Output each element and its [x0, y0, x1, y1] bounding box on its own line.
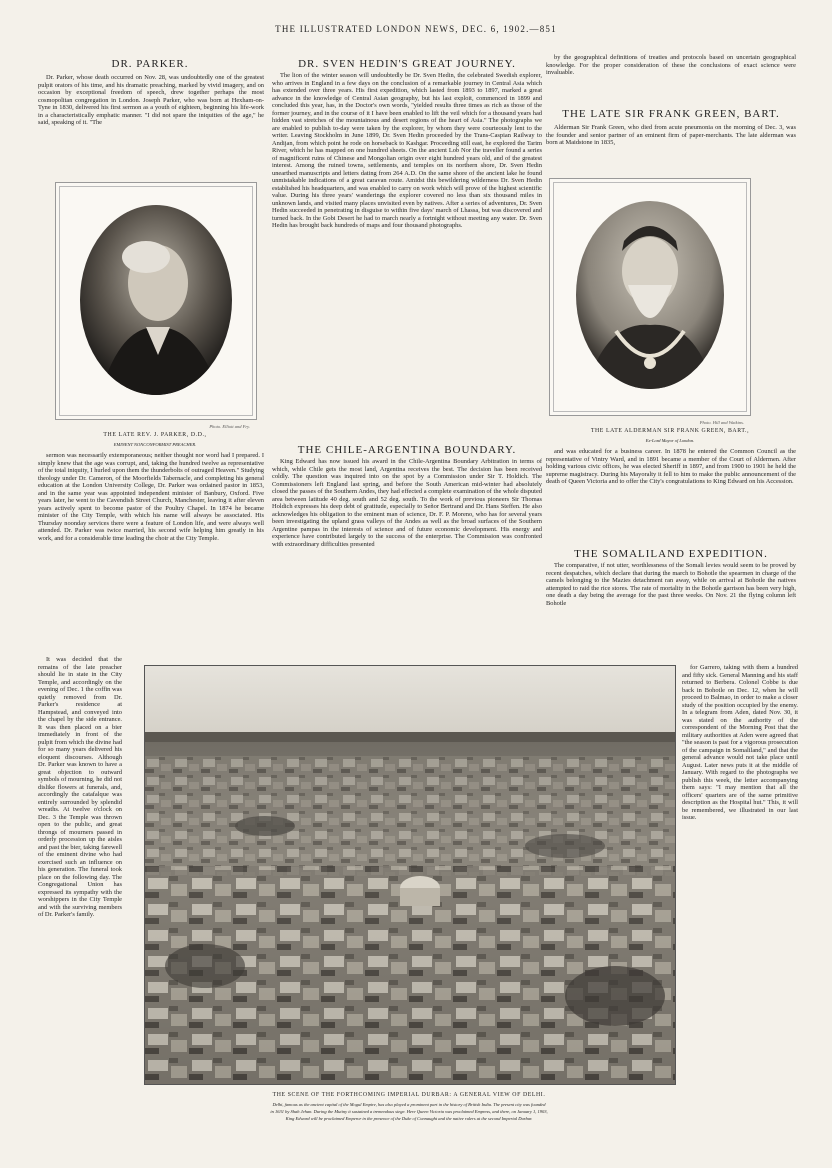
green-body-1: Alderman Sir Frank Green, who died from acute pneumonia on the morning of Dec. 3, was the founder and senior partner of an eminent firm of paper-merchants. The late alderman was born at Maidstone in 1835, [546, 124, 796, 146]
parker-caption-sub: EMINENT NONCONFORMIST PREACHER. [113, 442, 197, 447]
parker-heading: DR. PARKER. [111, 58, 189, 70]
masthead: THE ILLUSTRATED LONDON NEWS, DEC. 6, 1902.—851 [275, 24, 557, 34]
parker-intro: Dr. Parker, whose death occurred on Nov. 28, was undoubtedly one of the greatest pulpit orators of his time, and his dramatic preaching, marked by vivid imagery, and on occasion by exceptional freedom of speech, drew together perhaps the most cosmopolitan congregation in London. Joseph Parker, who was born at Hexham-on-Tyne in 1830, delivered his first sermon as a youth of eighteen, beginning his life-work in a characteristically emphatic manner. "I did not spare the iniquities of the age," he said, speaking of it. "The [38, 74, 264, 126]
parker-portrait-frame [55, 182, 257, 429]
green-heading: THE LATE SIR FRANK GREEN, BART. [562, 108, 780, 120]
somaliland-heading: THE SOMALILAND EXPEDITION. [574, 548, 768, 560]
parker-photo-credit: Photo. Elliott and Fry. [209, 424, 250, 429]
green-portrait-frame [549, 178, 751, 425]
chile-body-2: by the geographical definitions of treaties and protocols based on uncertain geographical knowledge. For the proper consideration of these the conclusions of exact science were invaluable. [546, 54, 796, 76]
green-body-2: and was educated for a business career. In 1878 he entered the Common Council as the representative of Vintry Ward, and in 1891 became a member of the Court of Aldermen. After holding various civic offices, he was elected Sheriff in 1897, and from 1900 to 1901 he held the supreme magistracy. During his Mayoralty it fell to him to make the public announcement of the death of Queen Victoria and to offer the City's congratulations to King Edward on his Accession. [546, 448, 796, 485]
delhi-caption-sub-2: in 1631 by Shah Jehan. During the Mutiny it sustained a tremendous siege. Here Queen Victoria was proclaimed Empress, and there, on January 1, 1903, [270, 1109, 548, 1114]
green-caption: THE LATE ALDERMAN SIR FRANK GREEN, BART., [590, 428, 750, 434]
hedin-heading: DR. SVEN HEDIN'S GREAT JOURNEY. [298, 58, 516, 70]
chile-heading: THE CHILE-ARGENTINA BOUNDARY. [297, 444, 517, 456]
delhi-caption-sub-1: Delhi, famous as the ancient capital of the Mogul Empire, has also played a prominent part in the history of British India. The present city was founded [272, 1102, 546, 1107]
somaliland-body-2: for Garrero, taking with them a hundred and fifty sick. General Manning and his staff returned to Berbera. Colonel Cobbe is due back in Bohotle on Dec. 12, when he will proceed to Balmao, in order to make a closer study of the position occupied by the enemy. In a telegram from Aden, dated Nov. 30, it was stated on the authority of the correspondent of the Morning Post that the military authorities at Aden were agreed that "the season is past for a vigorous prosecution of the campaign in Somaliland," and that the general advance would not take place until August. Later news puts it at the middle of January. With regard to the photographs we publish this week, the letter accompanying them says: "I may mention that all the officers' quarters are of the same primitive description as the Hospital hut." This, it will be remembered, we illustrated in our last issue. [682, 664, 798, 821]
delhi-caption: THE SCENE OF THE FORTHCOMING IMPERIAL DURBAR: A GENERAL VIEW OF DELHI. [272, 1092, 546, 1098]
green-photo-credit: Photo. Hill and Watkins. [699, 420, 744, 425]
somaliland-body-1: The comparative, if not utter, worthlessness of the Somali levies would seem to be proved by recent despatches, which declare that during the march to Bohotle the spearmen in charge of the camels belonging to the Mazies detachment ran away, while on arrival at Bohotle the natives attempted to raid the rice stores. The rate of mortality in the Bohotle garrison has been very high, one death a day being the average for the past three weeks. On Nov. 21 the flying column left Bohotle [546, 562, 796, 607]
delhi-caption-sub-3: King Edward will be proclaimed Emperor in the presence of the Duke of Connaught and the native rulers at the second Imperial Durbar. [285, 1116, 533, 1121]
parker-body-2: It was decided that the remains of the late preacher should lie in state in the City Temple, and accordingly on the evening of Dec. 1 the coffin was quietly removed from Dr. Parker's residence at Hampstead, and conveyed into the chapel by the side entrance. It was then placed on a bier immediately in front of the pulpit from which the divine had for so many years delivered his eloquent discourses. Although Dr. Parker was known to have a great objection to outward symbols of mourning, he did not dislike flowers at funerals, and, accordingly the catafalque was entirely surrounded by splendid wreaths. At twelve o'clock on Dec. 3 the Temple was thrown open to the public, and great throngs of mourners passed in orderly procession up the aisles and past the bier, taking farewell of the eminent divine who had exercised such an influence on his generation. The funeral took place on the following day. The Congregational Union has expressed its sympathy with the worshippers in the City Temple and with the surviving members of Dr. Parker's family. [38, 656, 122, 918]
parker-portrait [80, 205, 232, 395]
chile-body-1: King Edward has now issued his award in the Chile-Argentina Boundary Arbitration in terms of which, while Chile gets the most land, Argentina receives the best. The decision has been received coldly. The question was inquired into on the spot by a Commission under Sir T. Holdich. The Commissioners left England last spring, and before the South American mid-winter had absolutely closed the passes of the Southern Andes, they had effected a complete examination of the whole disputed area between latitude 40 deg. south and 52 deg. south. To the work of previous pioneers Sir Thomas Holdich expresses his deep debt of gratitude, especially to Señor Bertrand and Dr. Hans Steffen. He also acknowledges his obligation to the eminent man of science, Dr. F. P. Moreno, who has for several years been investigating the upland grass valleys of the Andes as well as the broad surfaces of the Southern Argentine pampas in the interests of science and of future economic development. His energy and experience have contributed largely to the success of the enterprise. The Commission was confronted with extraordinary difficulties presented [272, 458, 542, 548]
parker-body-1: sermon was necessarily extemporaneous; neither thought nor word had I prepared. I simply knew that the age was corrupt, and, taking the hundred twelve as representative of the total iniquity, I hurled upon them the thunderbolts of outraged Heaven." Studying theology under Dr. Cameron, of the Moorfields Tabernacle, and completing his general education at the London University College, Dr. Parker was ordained pastor in 1853, and in the same year was appointed independent minister of Banbury, Oxford. Five years later, he went to the Cavendish Street Church, Manchester, leaving it after eleven years actively spent to become pastor of the Poultry Chapel. In 1874 he became minister of the City Temple, with which his name will always be associated. His Thursday noonday services there were a feature of London life, and were always well attended. Dr. Parker was twice married, his second wife helping him greatly in his work, and for a considerable time leading the choir at the City Temple. [38, 452, 264, 542]
green-portrait [576, 201, 724, 389]
hedin-body: The lion of the winter season will undoubtedly be Dr. Sven Hedin, the celebrated Swedish explorer, who arrives in England in a few days on the conclusion of a remarkable journey in Central Asia which has extended over three years. His first expedition, which lasted from 1893 to 1897, marked a great advance in the knowledge of Central Asian geography, but his last exploit, commenced in 1899 and concluded this year, has, in the Doctor's own words, "yielded results three times as rich as those of the former journey, and in the course of it I have been enabled to lift the veil which for a thousand years had hidden vast stretches of the mountainous and desert regions of the heart of Asia." The photographs we are enabled to publish to-day were taken by the explorer, by whom they were courteously lent to the writer. Leaving Stockholm in June 1899, Dr. Sven Hedin proceeded by the Trans-Caspian Railway to Andijan, from which point he rode on horseback to Kashgar. Proceeding still east, he explored the Tarim River, which he has mapped on one hundred sheets. On the ancient Lob Nor the traveller found a series of magnificent ruins of Chinese and Mongolian origin over eight hundred years old, and of the greatest interest. Among the ruined towns, settlements, and temples on its northern shore, Dr. Sven Hedin unearthed manuscripts and letters dating from 264 A.D. On the same shore of the ancient lake he found unmistakable indications of a great caravan route. Amidst this bewildering wilderness Dr. Sven Hedin established his headquarters, and was enabled to carry on work which will prove of the highest scientific value. During his three years' wanderings the explorer covered no less than six thousand miles in unknown lands, and visited many places unvisited even by natives. After a series of adventures, Dr. Sven Hedin succeeded in penetrating in disguise to within five days' march of Lhassa, but was discovered and turned back. In the Gobi Desert he had to march nearly a fortnight without meeting any water. Dr. Sven Hedin has brought back hundreds of maps and four thousand photographs. [272, 72, 542, 229]
delhi-photograph [144, 665, 676, 1085]
parker-caption: THE LATE REV. J. PARKER, D.D., [103, 432, 207, 438]
green-caption-sub: Ex-Lord Mayor of London. [645, 438, 695, 443]
